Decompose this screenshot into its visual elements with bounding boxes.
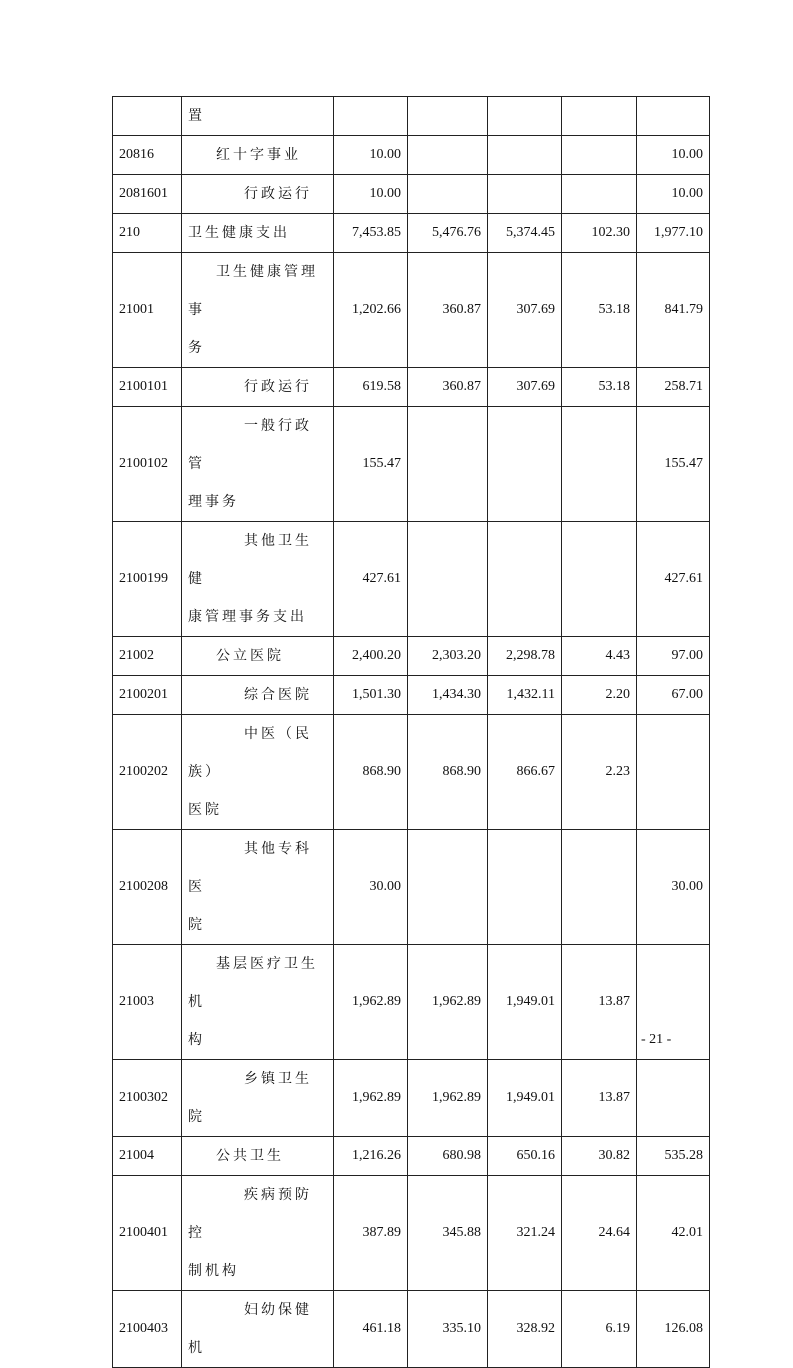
amount-col-1: 7,453.85 <box>334 214 408 253</box>
table-row <box>113 637 710 676</box>
subject-name <box>182 1291 334 1368</box>
amount-col-1: 1,216.26 <box>334 1137 408 1176</box>
amount-col-2 <box>408 830 488 945</box>
amount-col-1: 30.00 <box>334 830 408 945</box>
amount-col-5 <box>637 1060 710 1137</box>
subject-code: 210 <box>113 214 182 253</box>
amount-col-2: 2,303.20 <box>408 637 488 676</box>
amount-col-2: 5,476.76 <box>408 214 488 253</box>
amount-col-3: 321.24 <box>488 1176 562 1291</box>
amount-col-1: 461.18 <box>334 1291 408 1368</box>
subject-name <box>182 253 334 368</box>
amount-col-4: 2.20 <box>562 676 637 715</box>
amount-col-4 <box>562 175 637 214</box>
subject-name-wrap: 置 <box>188 108 205 124</box>
amount-col-1: 387.89 <box>334 1176 408 1291</box>
table-row <box>113 368 710 407</box>
subject-name <box>182 637 334 676</box>
subject-name-wrap: 务 <box>188 340 205 356</box>
subject-name <box>182 830 334 945</box>
amount-col-1: 10.00 <box>334 175 408 214</box>
amount-col-4 <box>562 97 637 136</box>
amount-col-2: 360.87 <box>408 368 488 407</box>
subject-code: 2100401 <box>113 1176 182 1291</box>
amount-col-4 <box>562 522 637 637</box>
subject-name <box>182 945 334 1060</box>
subject-name-line: 疾病预防控 <box>188 1187 312 1241</box>
subject-name <box>182 214 334 253</box>
table-row <box>113 676 710 715</box>
amount-col-4 <box>562 136 637 175</box>
amount-col-1: 427.61 <box>334 522 408 637</box>
table-row <box>113 1137 710 1176</box>
subject-code: 2100208 <box>113 830 182 945</box>
amount-col-3: 1,432.11 <box>488 676 562 715</box>
subject-name <box>182 522 334 637</box>
amount-col-3: 2,298.78 <box>488 637 562 676</box>
subject-code: 2100102 <box>113 407 182 522</box>
page-number: - 21 - <box>641 1032 672 1047</box>
subject-name <box>182 715 334 830</box>
subject-code: 2100201 <box>113 676 182 715</box>
subject-name-line: 其他专科医 <box>188 841 312 895</box>
subject-code: 2100302 <box>113 1060 182 1137</box>
amount-col-4: 30.82 <box>562 1137 637 1176</box>
subject-code: 2100199 <box>113 522 182 637</box>
subject-name-wrap: 构 <box>188 1032 205 1048</box>
subject-name <box>182 175 334 214</box>
subject-code: 21004 <box>113 1137 182 1176</box>
amount-col-5: 1,977.10 <box>637 214 710 253</box>
amount-col-2 <box>408 175 488 214</box>
amount-col-4 <box>562 407 637 522</box>
amount-col-4: 53.18 <box>562 368 637 407</box>
amount-col-2 <box>408 136 488 175</box>
subject-code: 21002 <box>113 637 182 676</box>
subject-code: 21001 <box>113 253 182 368</box>
subject-name-line: 卫生健康管理事 <box>188 264 318 318</box>
amount-col-3: 328.92 <box>488 1291 562 1368</box>
amount-col-5: 126.08 <box>637 1291 710 1368</box>
subject-name-line: 基层医疗卫生机 <box>188 956 318 1010</box>
subject-name-wrap: 制机构 <box>188 1263 239 1279</box>
subject-code: 2081601 <box>113 175 182 214</box>
amount-col-3: 1,949.01 <box>488 945 562 1060</box>
subject-name-line: 其他卫生健 <box>188 533 312 587</box>
subject-name <box>182 1060 334 1137</box>
amount-col-5: 535.28 <box>637 1137 710 1176</box>
amount-col-2: 1,962.89 <box>408 945 488 1060</box>
amount-col-4: 2.23 <box>562 715 637 830</box>
table-row <box>113 214 710 253</box>
subject-name <box>182 1137 334 1176</box>
amount-col-1: 1,202.66 <box>334 253 408 368</box>
amount-col-3: 866.67 <box>488 715 562 830</box>
amount-col-4: 102.30 <box>562 214 637 253</box>
amount-col-5 <box>637 715 710 830</box>
amount-col-4: 13.87 <box>562 1060 637 1137</box>
amount-col-2: 680.98 <box>408 1137 488 1176</box>
amount-col-5: 97.00 <box>637 637 710 676</box>
subject-code: 2100101 <box>113 368 182 407</box>
amount-col-3: 5,374.45 <box>488 214 562 253</box>
amount-col-3 <box>488 407 562 522</box>
subject-name-line: 卫生健康支出 <box>188 225 290 241</box>
subject-name-line: 综合医院 <box>244 687 312 703</box>
subject-name-line: 妇幼保健机 <box>188 1302 312 1356</box>
amount-col-5: 10.00 <box>637 136 710 175</box>
subject-name-line: 一般行政管 <box>188 418 312 472</box>
amount-col-5: 258.71 <box>637 368 710 407</box>
amount-col-1: 868.90 <box>334 715 408 830</box>
table-row <box>113 175 710 214</box>
amount-col-3: 307.69 <box>488 253 562 368</box>
subject-name <box>182 136 334 175</box>
amount-col-1: 1,501.30 <box>334 676 408 715</box>
subject-name-wrap: 理事务 <box>188 494 239 510</box>
subject-name <box>182 368 334 407</box>
amount-col-1: 1,962.89 <box>334 945 408 1060</box>
amount-col-1: 155.47 <box>334 407 408 522</box>
table-row <box>113 830 710 945</box>
subject-code: 2100202 <box>113 715 182 830</box>
amount-col-2: 345.88 <box>408 1176 488 1291</box>
amount-col-4: 13.87 <box>562 945 637 1060</box>
amount-col-3: 307.69 <box>488 368 562 407</box>
amount-col-2 <box>408 407 488 522</box>
subject-name <box>182 407 334 522</box>
table-body <box>113 97 710 1368</box>
subject-name-line: 公立医院 <box>216 648 284 664</box>
amount-col-2: 1,434.30 <box>408 676 488 715</box>
table-row <box>113 945 710 1060</box>
subject-name <box>182 97 334 136</box>
amount-col-4 <box>562 830 637 945</box>
subject-name-wrap: 康管理事务支出 <box>188 609 307 625</box>
amount-col-5: 155.47 <box>637 407 710 522</box>
subject-name <box>182 1176 334 1291</box>
table-row <box>113 136 710 175</box>
subject-name-line: 中医（民族） <box>188 726 312 780</box>
subject-name <box>182 676 334 715</box>
subject-code <box>113 97 182 136</box>
amount-col-5: 30.00 <box>637 830 710 945</box>
amount-col-2: 868.90 <box>408 715 488 830</box>
subject-name-line: 乡镇卫生院 <box>188 1071 312 1125</box>
table-row <box>113 715 710 830</box>
amount-col-2: 360.87 <box>408 253 488 368</box>
amount-col-5: 427.61 <box>637 522 710 637</box>
amount-col-3 <box>488 522 562 637</box>
amount-col-3: 1,949.01 <box>488 1060 562 1137</box>
amount-col-5: 67.00 <box>637 676 710 715</box>
amount-col-5: 42.01 <box>637 1176 710 1291</box>
amount-col-1: 10.00 <box>334 136 408 175</box>
amount-col-3 <box>488 175 562 214</box>
amount-col-4: 53.18 <box>562 253 637 368</box>
subject-code: 2100403 <box>113 1291 182 1368</box>
subject-name-line: 行政运行 <box>244 379 312 395</box>
budget-table <box>112 96 710 1368</box>
amount-col-5 <box>637 97 710 136</box>
subject-name-wrap: 院 <box>188 917 205 933</box>
table-row <box>113 1176 710 1291</box>
amount-col-1: 619.58 <box>334 368 408 407</box>
subject-name-line: 公共卫生 <box>216 1148 284 1164</box>
subject-name-wrap: 医院 <box>188 802 222 818</box>
amount-col-2: 335.10 <box>408 1291 488 1368</box>
amount-col-3 <box>488 97 562 136</box>
table-row <box>113 407 710 522</box>
amount-col-1 <box>334 97 408 136</box>
table-row <box>113 1060 710 1137</box>
amount-col-4: 4.43 <box>562 637 637 676</box>
amount-col-2: 1,962.89 <box>408 1060 488 1137</box>
table-row <box>113 1291 710 1368</box>
subject-code: 21003 <box>113 945 182 1060</box>
table-row <box>113 522 710 637</box>
amount-col-3 <box>488 830 562 945</box>
table-row <box>113 253 710 368</box>
amount-col-3 <box>488 136 562 175</box>
amount-col-4: 6.19 <box>562 1291 637 1368</box>
amount-col-2 <box>408 97 488 136</box>
subject-code: 20816 <box>113 136 182 175</box>
amount-col-5: 10.00 <box>637 175 710 214</box>
subject-name-line: 行政运行 <box>244 186 312 202</box>
amount-col-5: 841.79 <box>637 253 710 368</box>
subject-name-line: 红十字事业 <box>216 147 301 163</box>
table-row <box>113 97 710 136</box>
amount-col-1: 2,400.20 <box>334 637 408 676</box>
amount-col-4: 24.64 <box>562 1176 637 1291</box>
amount-col-1: 1,962.89 <box>334 1060 408 1137</box>
amount-col-2 <box>408 522 488 637</box>
amount-col-3: 650.16 <box>488 1137 562 1176</box>
